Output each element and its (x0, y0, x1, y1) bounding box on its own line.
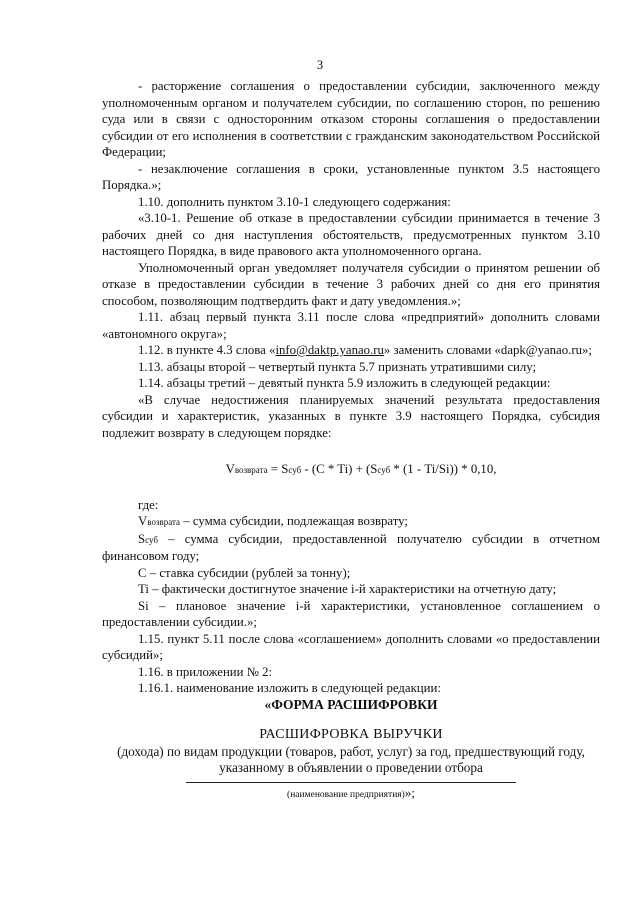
paragraph-1-16: 1.16. в приложении № 2: (138, 664, 273, 679)
definition-v (102, 513, 600, 531)
paragraph-1-12-end: » заменить словами «dapk@yanao.ru»; (383, 343, 592, 357)
definition-c: С – ставка субсидии (рублей за тонну); (138, 565, 351, 580)
paragraph-non-conclusion: - незаключение соглашения в сроки, установленные пунктом 3.5 настоящего Порядка.»; (102, 161, 600, 192)
formula-s-sub-1: суб (288, 465, 302, 475)
refund-formula (102, 461, 600, 479)
form-subtitle: (дохода) по видам продукции (товаров, работ, услуг) за год, предшествующий году, указанному в объявлении о проведении отбора (117, 743, 585, 775)
definition-s-symbol: S (138, 531, 146, 546)
form-title: «ФОРМА РАСШИФРОВКИ (264, 696, 438, 712)
email-link[interactable]: info@daktp.yanao.ru (275, 343, 384, 357)
paragraph-1-14: 1.14. абзацы третий – девятый пункта 5.9 изложить в следующей редакции: (138, 376, 551, 390)
definition-s-text: – сумма субсидии, предоставленной получателю субсидии в отчетном финансовом году; (102, 531, 600, 563)
definitions-where: где: (138, 497, 159, 512)
definition-s (102, 531, 600, 565)
form-heading: РАСШИФРОВКА ВЫРУЧКИ (259, 727, 443, 742)
definition-v-sub: возврата (147, 517, 181, 527)
definition-s-sub: суб (145, 534, 158, 545)
formula-middle-1: = S (267, 462, 289, 476)
paragraph-1-16-1: 1.16.1. наименование изложить в следующей редакции: (138, 681, 441, 695)
paragraph-1-13: 1.13. абзацы второй – четвертый пункта 5.7 признать утратившими силу; (138, 359, 537, 374)
document-body (102, 78, 600, 803)
paragraph-1-12 (102, 342, 600, 359)
enterprise-name-line (186, 782, 516, 783)
paragraph-1-10: 1.10. дополнить пунктом 3.10-1 следующего содержания: (138, 194, 451, 209)
formula-middle-2: - (C * Ti) + (S (301, 462, 378, 476)
formula-v: V (225, 462, 235, 476)
paragraph-1-11: 1.11. абзац первый пункта 3.11 после слова «предприятий» дополнить словами «автономного округа»; (102, 310, 600, 341)
definition-si: Si – плановое значение i-й характеристики, установленное соглашением о предоставлении субсидии.»; (102, 598, 600, 629)
caption-text: (наименование предприятия) (287, 789, 405, 800)
formula-tail: * (1 - Ti/Si)) * 0,10, (390, 462, 497, 476)
caption-end: »; (404, 784, 415, 800)
paragraph-notification: Уполномоченный орган уведомляет получателя субсидии о принятом решении об отказе в предоставлении субсидии в течение 3 рабочих дней со дня его принятия способом, позволяющим подтвердить факт и дату уведомления.»; (102, 260, 600, 308)
paragraph-refund-order: «В случае недостижения планируемых значений результата предоставления субсидии и характеристик, указанных в пункте 3.9 настоящего Порядка, субсидия подлежит возврату в следующем порядке: (102, 392, 600, 440)
enterprise-name-caption (102, 785, 600, 804)
definition-v-text: – сумма субсидии, подлежащая возврату; (180, 514, 408, 528)
paragraph-3-10-1: «3.10-1. Решение об отказе в предоставлении субсидии принимается в течение 3 рабочих дней со дня наступления обстоятельств, предусмотренных пунктом 3.10 настоящего Порядка, в виде правового акта уполномоченного органа. (102, 211, 600, 258)
formula-v-sub: возврата (234, 465, 268, 475)
page-number: 3 (316, 58, 324, 72)
definition-v-symbol: V (138, 514, 148, 528)
paragraph-termination: - расторжение соглашения о предоставлении субсидии, заключенного между уполномоченным органом и получателем субсидии, по соглашению сторон, по решению суда или в связи с односторонним отказом стороны соглашения о предоставлении субсидии от его исполнения в соответствии с гражданским законодательством Российской Федерации; (102, 79, 600, 159)
formula-s-sub-2: суб (377, 465, 391, 475)
definition-ti: Ti – фактически достигнутое значение i-й характеристики на отчетную дату; (138, 582, 557, 596)
paragraph-1-15: 1.15. пункт 5.11 после слова «соглашением» дополнить словами «о предоставлении субсидий»; (102, 631, 600, 662)
paragraph-1-12-start: 1.12. в пункте 4.3 слова « (138, 343, 276, 357)
